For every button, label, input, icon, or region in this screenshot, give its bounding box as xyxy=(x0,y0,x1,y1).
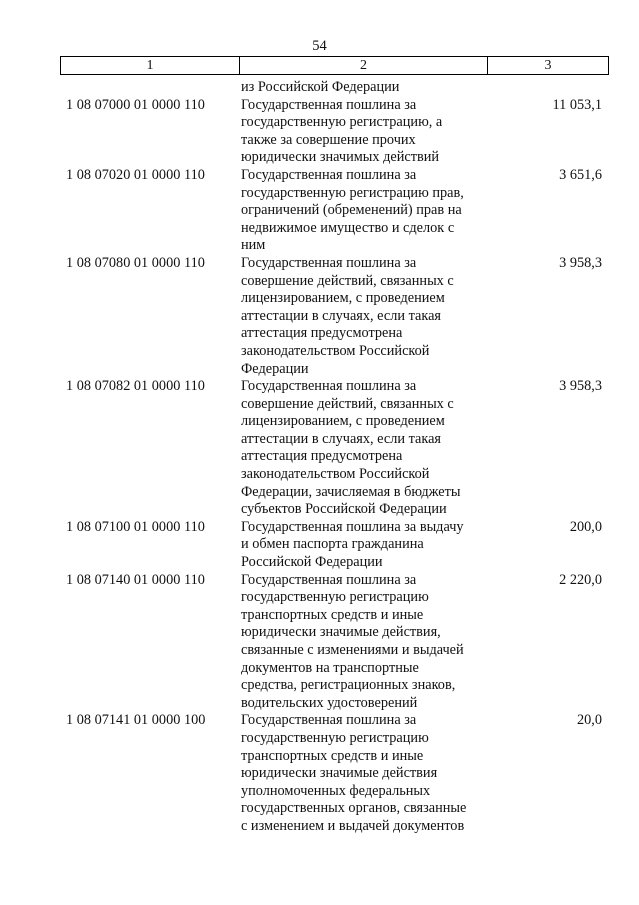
budget-code: 1 08 07000 01 0000 110 xyxy=(66,96,205,113)
table-row xyxy=(60,712,608,835)
table-row xyxy=(60,519,608,572)
revenue-name: Государственная пошлина за государственную регистрацию, а также за совершение прочих юридически значимых действий xyxy=(241,96,443,166)
revenue-name: Государственная пошлина за выдачу и обмен паспорта гражданина Российской Федерации xyxy=(241,518,464,571)
amount: 20,0 xyxy=(576,712,602,729)
table-body xyxy=(60,79,608,836)
table-row xyxy=(60,79,608,97)
table-row xyxy=(60,255,608,378)
amount: 200,0 xyxy=(569,518,602,535)
budget-code: 1 08 07140 01 0000 110 xyxy=(66,571,205,588)
table-row xyxy=(60,97,608,167)
revenue-name: Государственная пошлина за совершение действий, связанных с лицензированием, с проведением аттестации в случаях, если такая аттестация предусмотрена законодательством Российской Федерации, зачисляемая в бюджеты субъектов Российской Федерации xyxy=(241,378,461,518)
budget-code: 1 08 07100 01 0000 110 xyxy=(66,518,205,535)
revenue-name: Государственная пошлина за государственную регистрацию транспортных средств и иные юридически значимые действия, связанные с изменениями и выдачей документов на транспортные средства, регистрационных знаков, водительских удостоверений xyxy=(241,571,464,711)
amount: 11 053,1 xyxy=(552,96,602,113)
column-header-1: 1 xyxy=(61,57,240,75)
budget-code: 1 08 07082 01 0000 110 xyxy=(66,378,205,395)
budget-code: 1 08 07141 01 0000 100 xyxy=(66,712,206,729)
column-header-3: 3 xyxy=(488,57,609,75)
table-row xyxy=(60,378,608,519)
revenue-name: Государственная пошлина за государственную регистрацию транспортных средств и иные юридически значимые действия уполномоченных федеральных государственных органов, связанные с изменением и выдачей документов xyxy=(241,712,467,834)
revenue-name: Государственная пошлина за государственную регистрацию прав, ограничений (обременений) прав на недвижимое имущество и сделок с ним xyxy=(241,166,464,254)
revenue-name: Государственная пошлина за совершение действий, связанных с лицензированием, с проведением аттестации в случаях, если такая аттестация предусмотрена законодательством Российской Федерации xyxy=(241,254,454,377)
budget-code: 1 08 07020 01 0000 110 xyxy=(66,166,205,183)
page-number: 54 xyxy=(312,38,327,54)
amount: 3 958,3 xyxy=(559,378,602,395)
column-header-row xyxy=(61,57,609,75)
revenue-name: из Российской Федерации xyxy=(241,79,400,95)
amount: 3 651,6 xyxy=(559,166,602,183)
table-row xyxy=(60,572,608,713)
budget-code: 1 08 07080 01 0000 110 xyxy=(66,254,205,271)
table-row xyxy=(60,167,608,255)
column-header-2: 2 xyxy=(240,57,488,75)
column-header-table xyxy=(60,56,609,75)
amount: 3 958,3 xyxy=(559,254,602,271)
amount: 2 220,0 xyxy=(559,571,602,588)
